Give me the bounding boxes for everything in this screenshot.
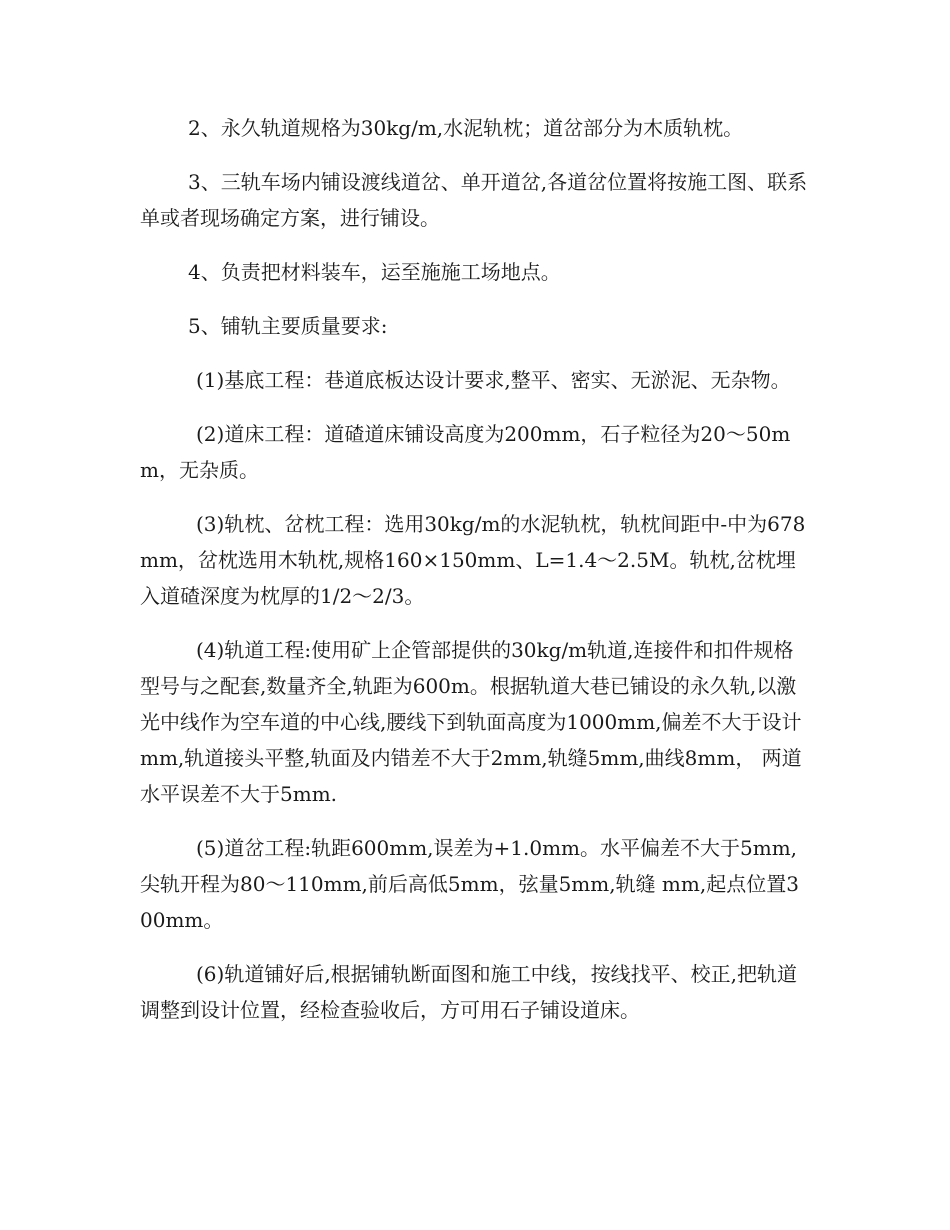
requirement-5-turnout: (5)道岔工程:轨距600mm,误差为+1.0mm。水平偏差不大于5mm,尖轨开程为80～110mm,前后高低5mm，弦量5mm,轨缝 mm,起点位置300mm。 — [140, 836, 799, 932]
requirement-4-track: (4)轨道工程:使用矿上企管部提供的30kg/m轨道,连接件和扣件规格型号与之配套,数量齐全,轨距为600m。根据轨道大巷已铺设的永久轨,以激光中线作为空车道的中心线,腰线下到轨面高度为1000mm,偏差不大于设计 mm,轨道接头平整,轨面及内错差不大于2mm,轨缝5mm,曲线8mm， 两道水平误差不大于5mm. — [140, 638, 802, 806]
requirement-2-ballast-bed: (2)道床工程：道碴道床铺设高度为200mm，石子粒径为20～50mm，无杂质。 — [140, 422, 791, 482]
requirement-1-foundation: (1)基底工程：巷道底板达设计要求,整平、密实、无淤泥、无杂物。 — [196, 368, 791, 392]
paragraph-item-3: 3、三轨车场内铺设渡线道岔、单开道岔,各道岔位置将按施工图、联系单或者现场确定方案，进行铺设。 — [140, 170, 808, 230]
requirement-6-adjustment: (6)轨道铺好后,根据铺轨断面图和施工中线，按线找平、校正,把轨道调整到设计位置，经检查验收后，方可用石子铺设道床。 — [140, 962, 798, 1022]
paragraph-item-4: 4、负责把材料装车，运至施施工场地点。 — [188, 260, 561, 284]
requirement-3-sleepers: (3)轨枕、岔枕工程：选用30kg/m的水泥轨枕，轨枕间距中-中为678mm，岔枕选用木轨枕,规格160×150mm、L=1.4～2.5M。轨枕,岔枕埋入道碴深度为枕厚的1/2～2/3。 — [140, 512, 806, 608]
paragraph-item-2: 2、永久轨道规格为30kg/m,水泥轨枕；道岔部分为木质轨枕。 — [188, 116, 744, 140]
paragraph-item-5-heading: 5、铺轨主要质量要求: — [188, 314, 388, 338]
document-body — [140, 110, 810, 1046]
